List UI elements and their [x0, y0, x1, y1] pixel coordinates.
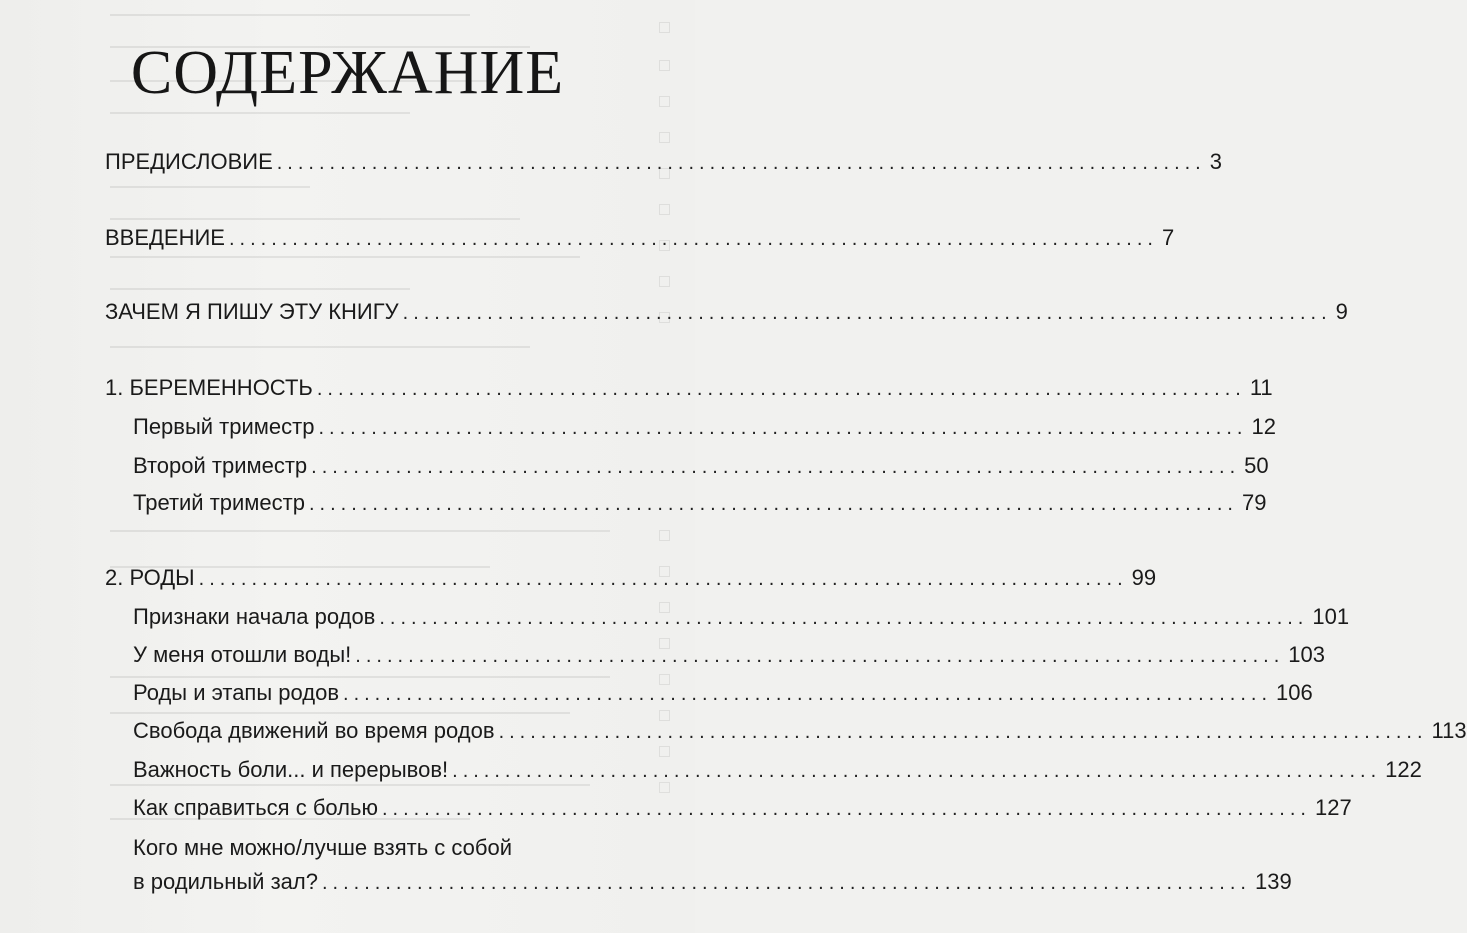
toc-entry-page: 79 [1241, 490, 1267, 515]
toc-subentry[interactable] [133, 452, 1269, 481]
leader-dots: ........................................................................................ [228, 228, 1158, 250]
toc-entry[interactable] [105, 374, 1273, 403]
leader-dots: ........................................................................................ [381, 798, 1311, 820]
leader-dots: ........................................................................................ [379, 607, 1309, 629]
toc-entry-title: Важность боли... и перерывов! [133, 757, 449, 782]
leader-dots: ........................................................................................ [498, 721, 1428, 743]
toc-entry-title: Роды и этапы родов [133, 680, 340, 705]
toc-entry-title-line1: Кого мне можно/лучше взять с собой [133, 835, 512, 860]
toc-entry-page: 122 [1385, 757, 1422, 782]
toc-entry-page: 103 [1288, 642, 1325, 667]
toc-subentry[interactable] [133, 413, 1276, 442]
toc-entry[interactable] [105, 224, 1175, 253]
toc-entry-page: 11 [1249, 375, 1273, 400]
toc-subentry[interactable] [133, 679, 1313, 708]
leader-dots: ........................................................................................ [402, 302, 1332, 324]
leader-dots: ........................................................................................ [318, 417, 1248, 439]
toc-entry-title: Второй триместр [133, 453, 308, 478]
contents-heading: СОДЕРЖАНИЕ [130, 39, 565, 107]
toc-entry-title: Как справиться с болью [133, 795, 378, 820]
toc-entry-title: ВВЕДЕНИЕ [105, 225, 225, 250]
toc-subentry[interactable] [133, 603, 1350, 632]
leader-dots: ........................................................................................ [355, 645, 1285, 667]
toc-entry-title: Третий триместр [133, 490, 305, 515]
leader-dots: ........................................................................................ [308, 493, 1238, 515]
toc-entry-page: 113 [1431, 718, 1467, 743]
toc-entry-title: ПРЕДИСЛОВИЕ [105, 149, 273, 174]
leader-dots: ........................................................................................ [198, 568, 1128, 590]
leader-dots: ........................................................................................ [276, 152, 1206, 174]
toc-entry-page: 9 [1335, 299, 1348, 324]
leader-dots: ........................................................................................ [311, 456, 1241, 478]
toc-entry-page: 101 [1312, 604, 1350, 629]
toc-subentry[interactable] [133, 641, 1325, 670]
toc-entry-page: 12 [1251, 414, 1276, 439]
toc-entry-title: У меня отошли воды! [133, 642, 352, 667]
toc-entry-title: Признаки начала родов [133, 604, 376, 629]
toc-subentry[interactable] [133, 717, 1467, 746]
toc-entry-page: 139 [1254, 869, 1292, 894]
toc-entry-title: Свобода движений во время родов [133, 718, 495, 743]
toc-entry-title: Первый триместр [133, 414, 315, 439]
toc-subentry[interactable] [133, 868, 1292, 897]
leader-dots: ........................................................................................ [343, 683, 1272, 705]
toc-entry-title: в родильный зал? [133, 869, 318, 894]
leader-dots: ........................................................................................ [316, 378, 1246, 400]
toc-entry-title: ЗАЧЕМ Я ПИШУ ЭТУ КНИГУ [105, 299, 399, 324]
toc-entry-page: 127 [1314, 795, 1352, 820]
toc-entry-page: 106 [1276, 680, 1313, 705]
toc-entry[interactable] [105, 148, 1222, 177]
toc-entry-page: 50 [1244, 453, 1269, 478]
toc-entry[interactable] [105, 298, 1348, 327]
toc-subentry[interactable] [133, 756, 1422, 785]
toc-subentry[interactable] [133, 489, 1267, 518]
toc-entry-title: 1. БЕРЕМЕННОСТЬ [105, 375, 313, 400]
leader-dots: ........................................................................................ [321, 872, 1251, 894]
toc-entry[interactable] [105, 564, 1157, 593]
toc-entry-page: 99 [1131, 565, 1157, 590]
toc-entry-page: 3 [1209, 149, 1222, 174]
toc-subentry[interactable] [133, 794, 1352, 823]
toc-entry-title: 2. РОДЫ [105, 565, 195, 590]
toc-entry-page: 7 [1161, 225, 1175, 250]
leader-dots: ........................................................................................ [452, 760, 1382, 782]
